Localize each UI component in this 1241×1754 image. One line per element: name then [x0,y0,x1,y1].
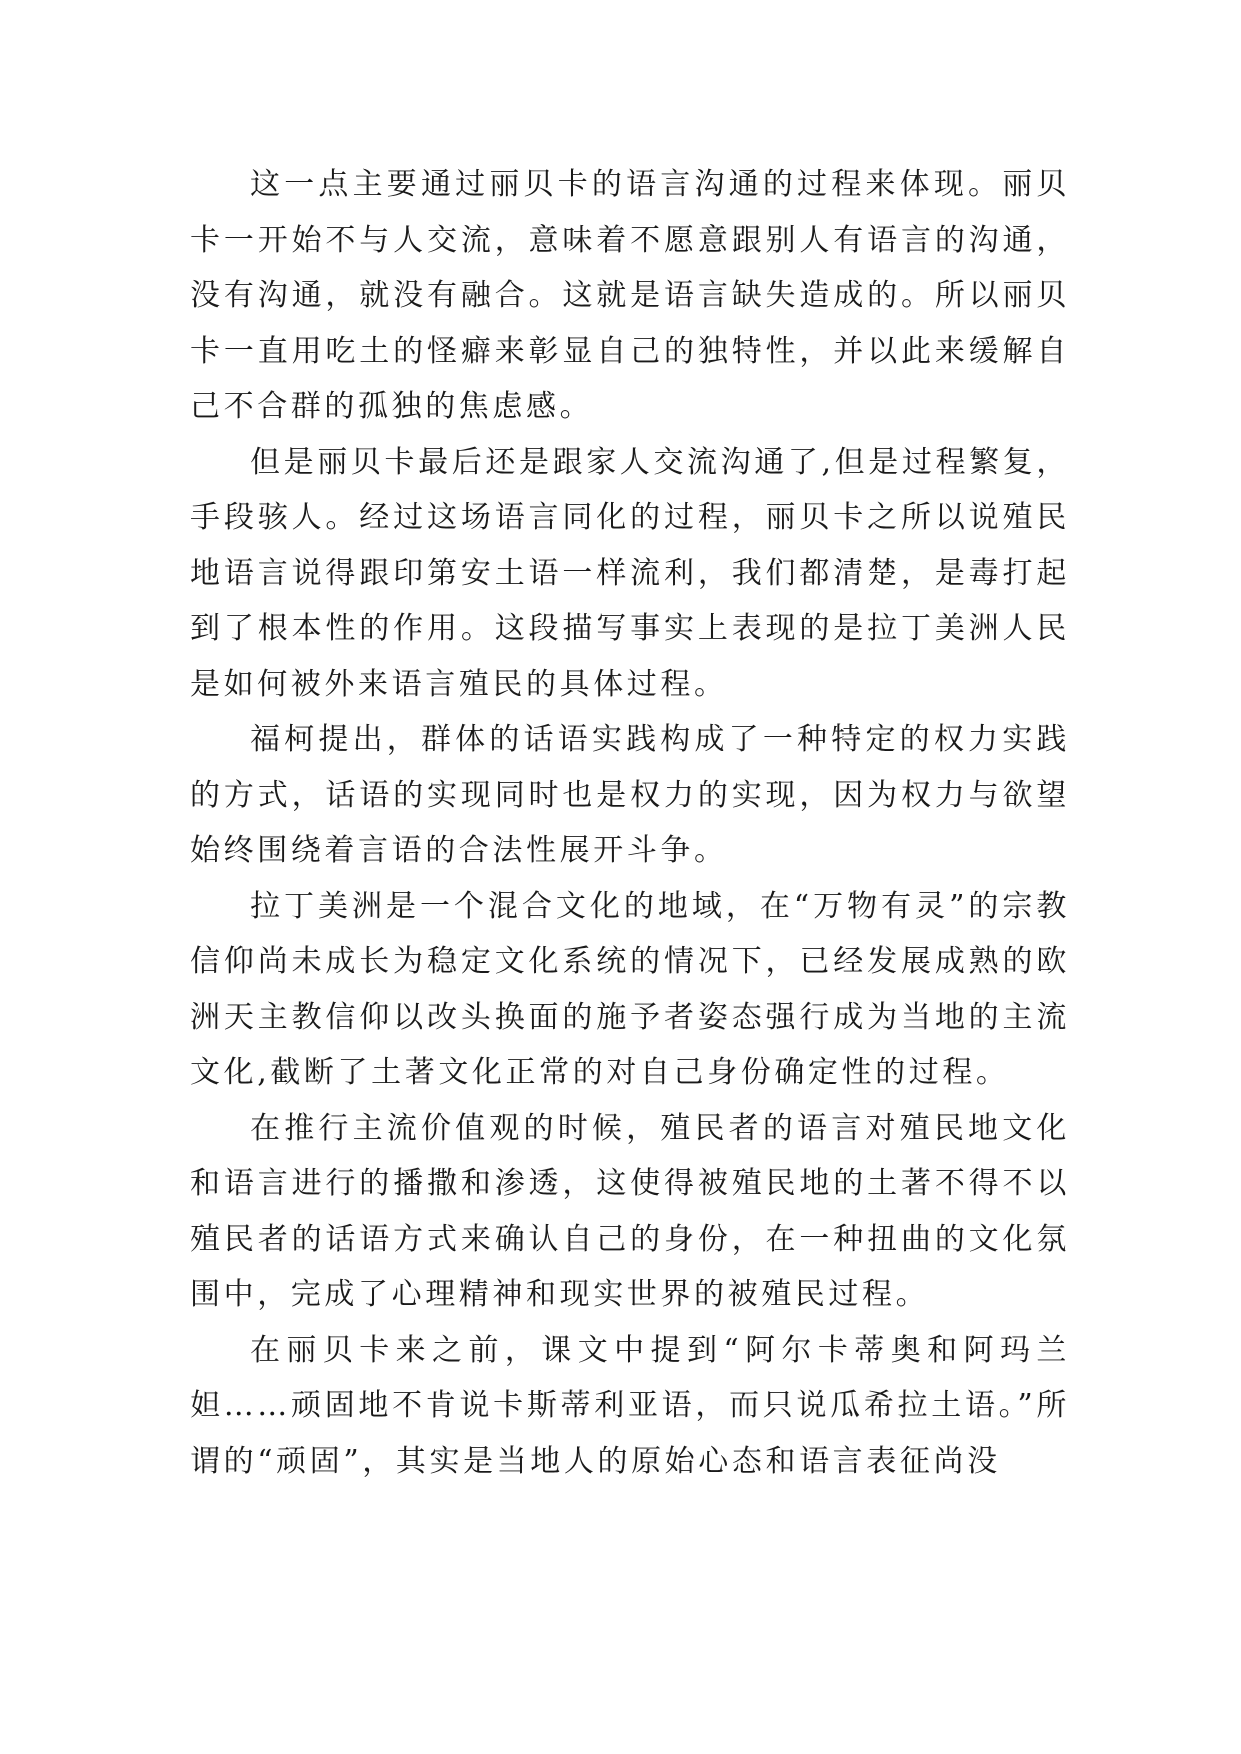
paragraph-3: 福柯提出，群体的话语实践构成了一种特定的权力实践的方式，话语的实现同时也是权力的实现，因为权力与欲望始终围绕着言语的合法性展开斗争。 [190,722,1070,868]
paragraph-5: 在推行主流价值观的时候，殖民者的语言对殖民地文化和语言进行的播撒和渗透，这使得被殖民地的土著不得不以殖民者的话语方式来确认自己的身份，在一种扭曲的文化氛围中，完成了心理精神和现实世界的被殖民过程。 [190,1110,1070,1312]
paragraph-2: 但是丽贝卡最后还是跟家人交流沟通了,但是过程繁复，手段骇人。经过这场语言同化的过程，丽贝卡之所以说殖民地语言说得跟印第安土语一样流利，我们都清楚，是毒打起到了根本性的作用。这段描写事实上表现的是拉丁美洲人民是如何被外来语言殖民的具体过程。 [190,444,1070,702]
paragraph-4: 拉丁美洲是一个混合文化的地域，在“万物有灵”的宗教信仰尚未成长为稳定文化系统的情况下，已经发展成熟的欧洲天主教信仰以改头换面的施予者姿态强行成为当地的主流文化,截断了土著文化正常的对自己身份确定性的过程。 [190,888,1070,1090]
paragraph-1: 这一点主要通过丽贝卡的语言沟通的过程来体现。丽贝卡一开始不与人交流，意味着不愿意跟别人有语言的沟通，没有沟通，就没有融合。这就是语言缺失造成的。所以丽贝卡一直用吃土的怪癖来彰显自己的独特性，并以此来缓解自己不合群的孤独的焦虑感。 [190,167,1070,424]
paragraph-6: 在丽贝卡来之前，课文中提到“阿尔卡蒂奥和阿玛兰妲……顽固地不肯说卡斯蒂利亚语，而只说瓜希拉土语。”所谓的“顽固”，其实是当地人的原始心态和语言表征尚没 [190,1332,1070,1479]
document-body [190,157,1070,1489]
